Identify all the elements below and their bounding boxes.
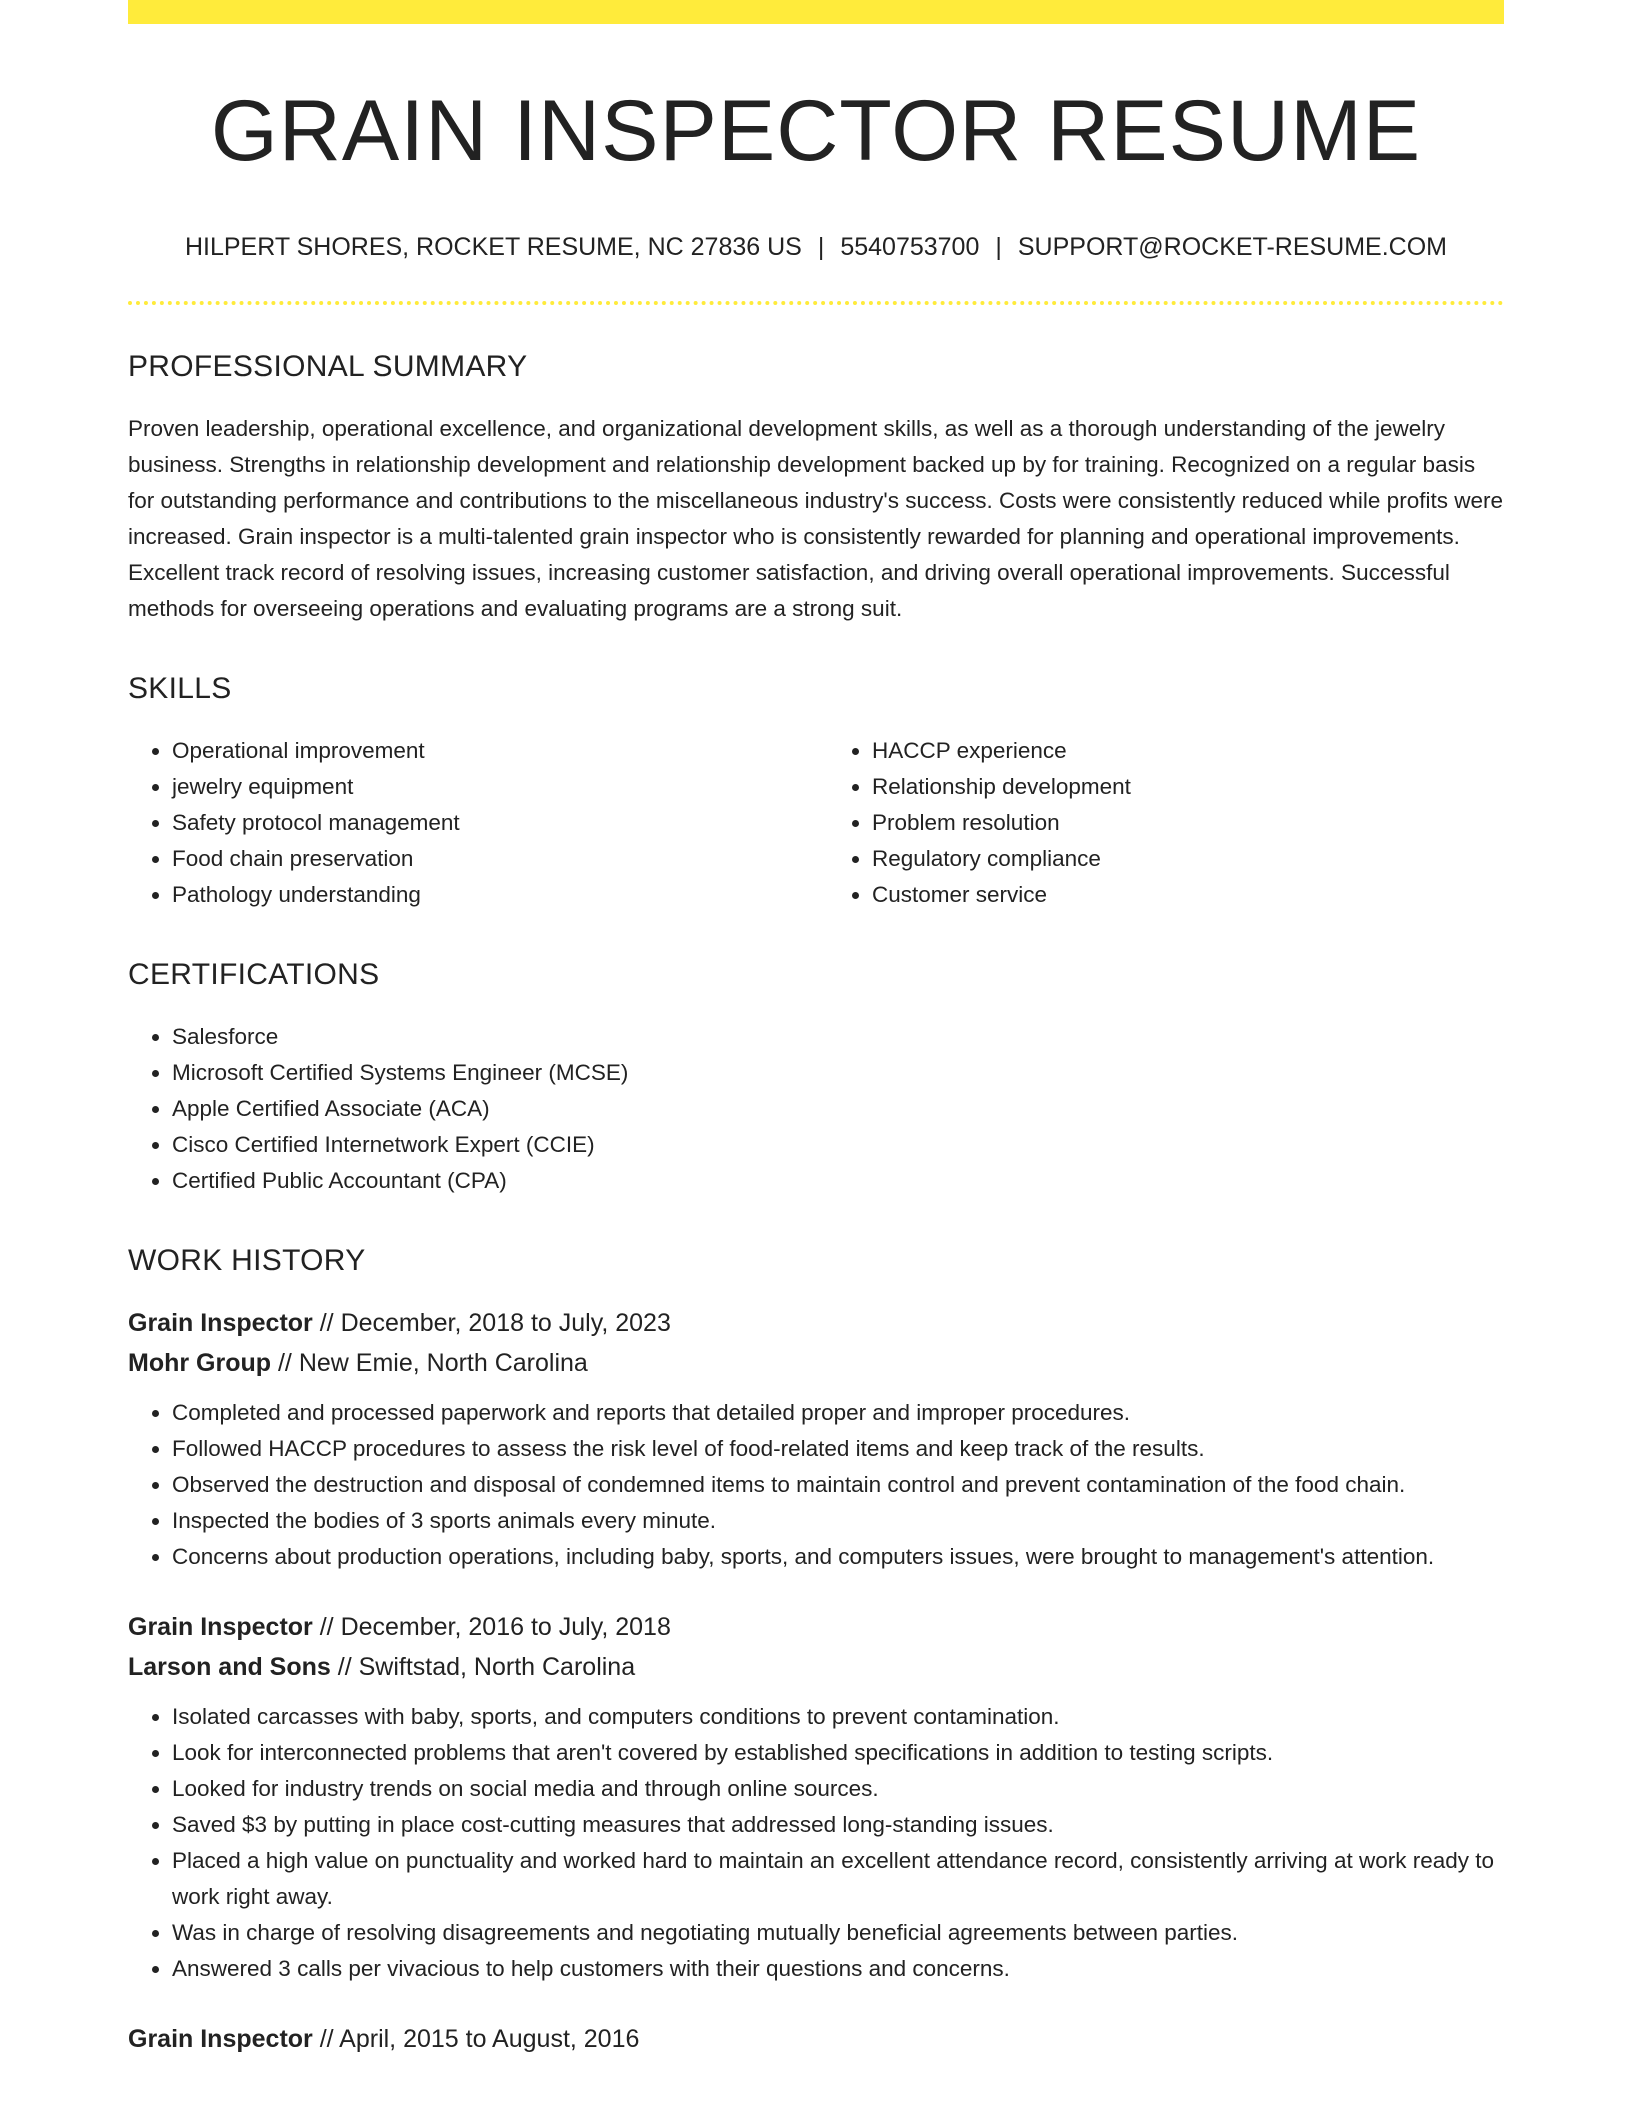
job-location: New Emie, North Carolina — [298, 1349, 588, 1378]
work-history-heading: WORK HISTORY — [128, 1244, 366, 1278]
contact-address: HILPERT SHORES, ROCKET RESUME, NC 27836 US — [184, 232, 802, 261]
job-separator: // — [271, 1349, 299, 1378]
job-bullets — [128, 1699, 1504, 1987]
skill-item: • Pathology understanding — [172, 877, 806, 913]
job-bullet: • Answered 3 calls per vivacious to help customers with their questions and concerns. — [172, 1951, 1504, 1987]
certification-item: • Apple Certified Associate (ACA) — [172, 1091, 1504, 1127]
contact-phone: 5540753700 — [840, 232, 980, 261]
job-dates: April, 2015 to August, 2016 — [339, 2025, 640, 2054]
job-company: Mohr Group — [128, 1349, 272, 1378]
job-title: Grain Inspector — [128, 2025, 313, 2054]
job-entry — [128, 2019, 1504, 2059]
job-dates: December, 2018 to July, 2023 — [340, 1309, 671, 1338]
skill-item: • Food chain preservation — [172, 841, 806, 877]
contact-email: SUPPORT@ROCKET-RESUME.COM — [1017, 232, 1448, 261]
job-title: Grain Inspector — [128, 1309, 313, 1338]
skill-item: • Regulatory compliance — [872, 841, 1506, 877]
job-separator: // — [312, 2025, 340, 2054]
contact-line — [128, 231, 1504, 264]
job-bullet: • Saved $3 by putting in place cost-cutting measures that addressed long-standing issues. — [172, 1807, 1504, 1843]
job-entry — [128, 1607, 1504, 1987]
contact-separator: | — [817, 232, 825, 261]
job-bullet: • Concerns about production operations, including baby, sports, and computers issues, were brought to management's attention. — [172, 1539, 1504, 1575]
job-entry — [128, 1303, 1504, 1575]
job-bullet: • Followed HACCP procedures to assess the risk level of food-related items and keep track of the results. — [172, 1431, 1504, 1467]
skill-item: • Operational improvement — [172, 733, 806, 769]
skill-item: • Safety protocol management — [172, 805, 806, 841]
certification-item: • Microsoft Certified Systems Engineer (MCSE) — [172, 1055, 1504, 1091]
job-title-line — [128, 2019, 1504, 2059]
job-dates: December, 2016 to July, 2018 — [340, 1613, 671, 1642]
header-divider — [128, 301, 1504, 305]
job-separator: // — [330, 1653, 359, 1682]
certifications-list — [128, 1019, 1504, 1199]
job-company: Larson and Sons — [128, 1653, 331, 1682]
certifications-heading: CERTIFICATIONS — [128, 958, 380, 992]
job-title: Grain Inspector — [128, 1613, 313, 1642]
certification-item: • Cisco Certified Internetwork Expert (CCIE) — [172, 1127, 1504, 1163]
job-bullet: • Completed and processed paperwork and reports that detailed proper and improper procedures. — [172, 1395, 1504, 1431]
job-title-line — [128, 1607, 1504, 1647]
job-bullet: • Isolated carcasses with baby, sports, and computers conditions to prevent contamination. — [172, 1699, 1504, 1735]
job-title-line — [128, 1303, 1504, 1343]
skills-grid — [128, 733, 1504, 913]
certification-item: • Salesforce — [172, 1019, 1504, 1055]
job-company-line — [128, 1343, 1504, 1383]
resume-page — [128, 0, 1504, 2059]
summary-heading: PROFESSIONAL SUMMARY — [128, 350, 528, 384]
skill-item: • HACCP experience — [872, 733, 1506, 769]
job-bullet: • Inspected the bodies of 3 sports animals every minute. — [172, 1503, 1504, 1539]
certification-item: • Certified Public Accountant (CPA) — [172, 1163, 1504, 1199]
skills-list-right — [828, 733, 1506, 913]
job-separator: // — [312, 1309, 341, 1338]
skill-item: • Customer service — [872, 877, 1506, 913]
skill-item: • Relationship development — [872, 769, 1506, 805]
resume-title: GRAIN INSPECTOR RESUME — [210, 83, 1422, 179]
job-bullet: • Was in charge of resolving disagreements and negotiating mutually beneficial agreements between parties. — [172, 1915, 1504, 1951]
job-bullets — [128, 1395, 1504, 1575]
job-bullet: • Observed the destruction and disposal of condemned items to maintain control and prevent contamination of the food chain. — [172, 1467, 1504, 1503]
contact-separator: | — [995, 232, 1002, 261]
summary-text: Proven leadership, operational excellence, and organizational development skills, as well as a thorough understanding of the jewelry business. Strengths in relationship development and relationship development backed up by for training. Recognized on a regular basis for outstanding performance and contributions to the miscellaneous industry's success. Costs were consistently reduced while profits were increased. Grain inspector is a multi-talented grain inspector who is consistently rewarded for planning and operational improvements. Excellent track record of resolving issues, increasing customer satisfaction, and driving overall operational improvements. Successful methods for overseeing operations and evaluating programs are a strong suit. — [128, 416, 1503, 622]
job-bullet: • Placed a high value on punctuality and worked hard to maintain an excellent attendance record, consistently arriving at work ready to work right away. — [172, 1843, 1504, 1915]
skill-item: • jewelry equipment — [172, 769, 806, 805]
job-bullet: • Look for interconnected problems that aren't covered by established specifications in addition to testing scripts. — [172, 1735, 1504, 1771]
skills-list-left — [128, 733, 806, 913]
job-separator: // — [312, 1613, 341, 1642]
job-location: Swiftstad, North Carolina — [358, 1653, 636, 1682]
job-bullet: • Looked for industry trends on social media and through online sources. — [172, 1771, 1504, 1807]
skills-heading: SKILLS — [128, 672, 232, 706]
job-company-line — [128, 1647, 1504, 1687]
skill-item: • Problem resolution — [872, 805, 1506, 841]
top-accent-bar — [128, 0, 1504, 24]
